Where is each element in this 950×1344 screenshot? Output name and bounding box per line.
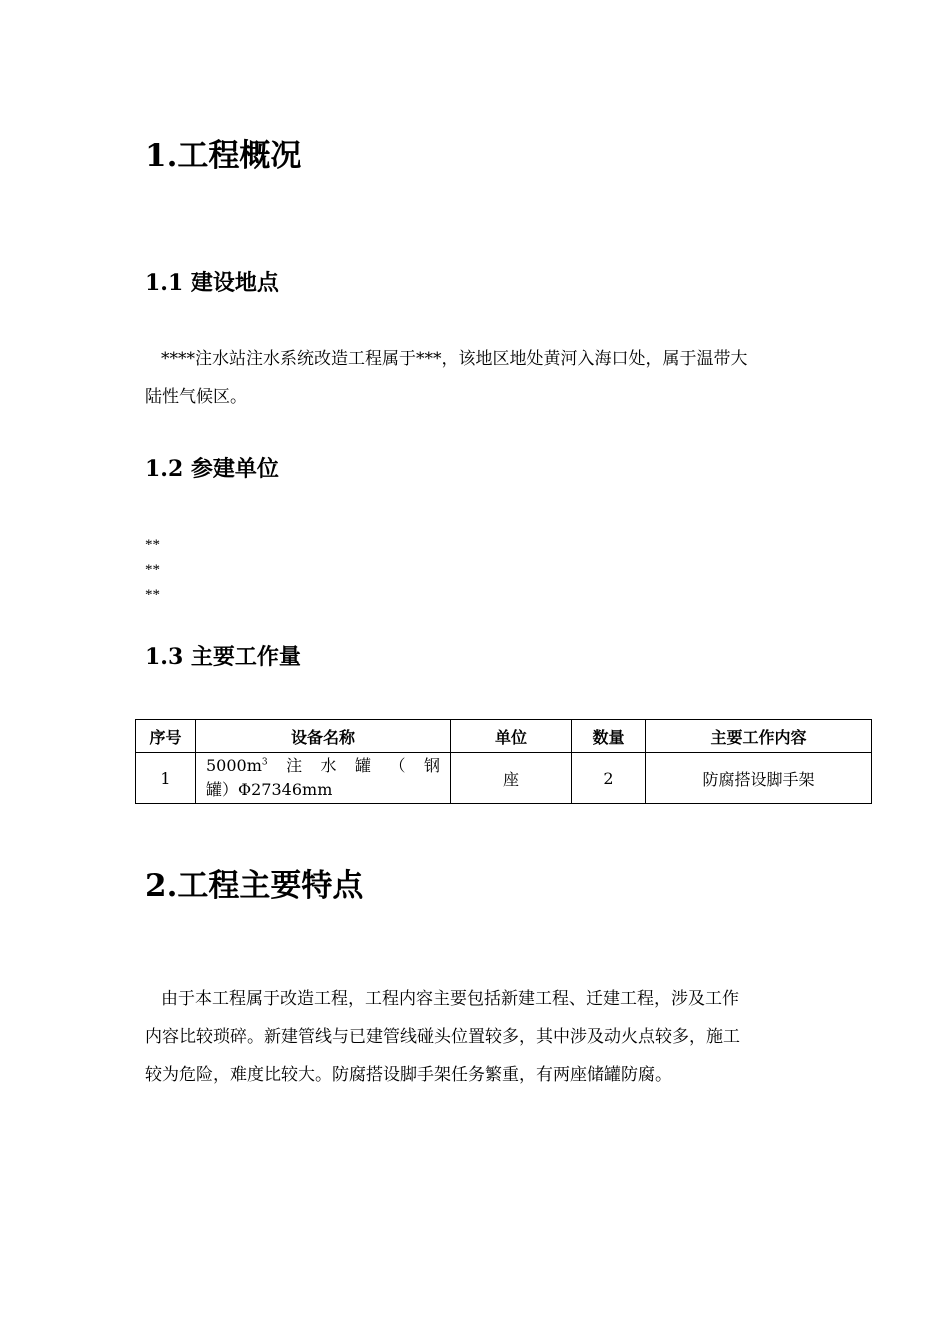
section-2-title: 2.工程主要特点 — [145, 868, 364, 904]
paragraph-2-line-1: 由于本工程属于改造工程，工程内容主要包括新建工程、迁建工程，涉及工作 — [161, 989, 739, 1009]
equipment-name-line-2: 罐）Φ27346mm — [206, 780, 333, 799]
header-equipment-name: 设备名称 — [196, 720, 451, 753]
equipment-word: 罐 — [355, 756, 372, 775]
participant-line-1: ** — [145, 537, 160, 553]
subsection-1-3-title: 1.3 主要工作量 — [145, 644, 301, 670]
equipment-word: 水 — [320, 756, 337, 775]
table-header-row — [136, 720, 872, 753]
subsection-1-1-title: 1.1 建设地点 — [145, 270, 279, 296]
section-1-title: 1.工程概况 — [145, 138, 302, 174]
equipment-capacity: $5000m^3$ — [206, 756, 268, 775]
cell-no: 1 — [136, 753, 196, 804]
paragraph-1-1-line-2: 陆性气候区。 — [145, 387, 247, 407]
cell-unit: 座 — [451, 753, 572, 804]
equipment-name-line-1 — [206, 754, 440, 778]
table-row — [136, 753, 872, 804]
paragraph-2-line-2: 内容比较琐碎。新建管线与已建管线碰头位置较多，其中涉及动火点较多，施工 — [145, 1027, 740, 1047]
cell-quantity: 2 — [572, 753, 646, 804]
equipment-word: （ — [389, 756, 406, 775]
header-unit: 单位 — [451, 720, 572, 753]
participant-line-2: ** — [145, 562, 160, 578]
workload-table — [135, 719, 872, 804]
equipment-word: 注 — [286, 756, 303, 775]
header-no: 序号 — [136, 720, 196, 753]
equipment-word: 钢 — [423, 756, 440, 775]
cell-equipment-name — [196, 753, 451, 804]
participant-line-3: ** — [145, 587, 160, 603]
cell-work-content: 防腐搭设脚手架 — [646, 753, 872, 804]
header-quantity: 数量 — [572, 720, 646, 753]
subsection-1-2-title: 1.2 参建单位 — [145, 456, 279, 482]
paragraph-1-1-line-1: ****注水站注水系统改造工程属于***，该地区地处黄河入海口处，属于温带大 — [161, 349, 748, 369]
header-work-content: 主要工作内容 — [646, 720, 872, 753]
paragraph-2-line-3: 较为危险，难度比较大。防腐搭设脚手架任务繁重，有两座储罐防腐。 — [145, 1065, 672, 1085]
